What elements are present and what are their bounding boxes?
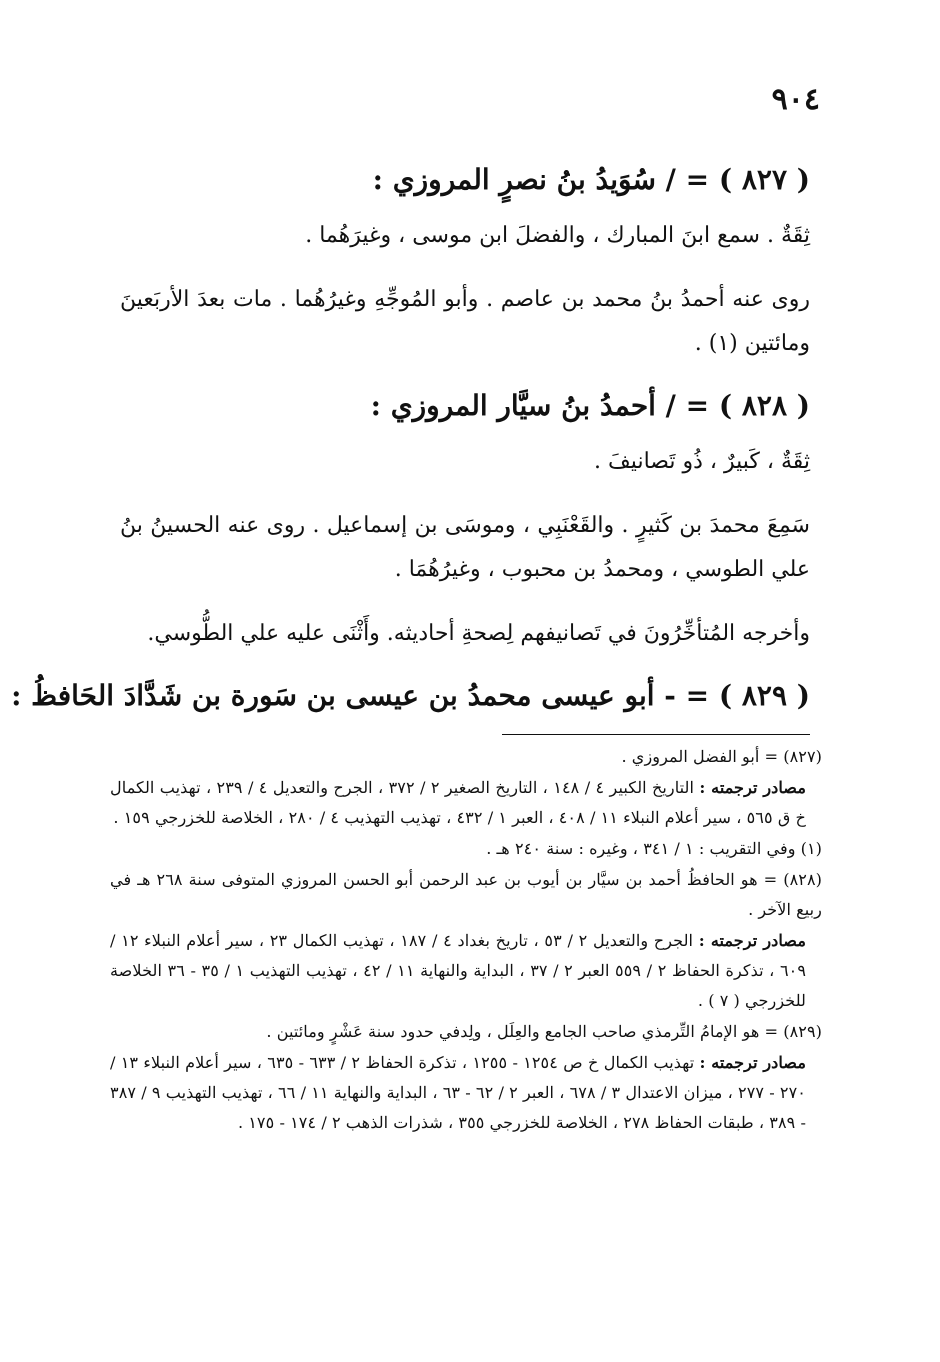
footnote: (١) وفي التقريب : ١ / ٣٤١ ، وغيره : سنة ٢٤٠ هـ . [486, 839, 822, 858]
footnote: (٨٢٨) = هو الحافظُ أحمد بن سيَّار بن أيوب بن عبد الرحمن أبو الحسن المروزي المتوفى سنة ٢٦٨ هـ في ربيع الآخر . [110, 870, 822, 919]
main-text [11, 160, 810, 730]
page-number: ٩٠٤ [771, 82, 820, 117]
entry-heading: ( ٨٢٩ ) = - أبو عيسى محمدُ بن عيسى بن سَورة بن شَدَّادَ الحَافظُ : [11, 679, 810, 712]
entry-829 [11, 676, 810, 716]
entry-828 [120, 386, 810, 656]
footnote: (٨٢٧) = أبو الفضل المروزي . [621, 747, 822, 766]
entry-paragraph: ثِقَةٌ ، كَبيرٌ ، ذُو تَصانيفَ . [594, 449, 810, 474]
footnote-sources: مصادر ترجمته : التاريخ الكبير ٤ / ١٤٨ ، التاريخ الصغير ٢ / ٣٧٢ ، الجرح والتعديل ٤ / ٢٣٩ ، تهذيب الكمال خ ق ٥٦٥ ، سير أعلام النبلاء ١١ / ٤٠٨ ، العبر ١ / ٤٣٢ ، تهذيب التهذيب ٤ / ٢٨٠ ، الخلاصة للخزرجي ١٥٩ . [110, 778, 807, 827]
entry-paragraph: روى عنه أحمدُ بنُ محمد بن عاصم . وأبو المُوجِّهِ وغيرُهُما . مات بعدَ الأربَعينَ ومائتين (١) . [120, 287, 810, 356]
entry-paragraph: ثِقَةٌ . سمع ابنَ المبارك ، والفضلَ ابن موسى ، وغيرَهُما . [305, 223, 810, 248]
footnote-sources: مصادر ترجمته : تهذيب الكمال خ ص ١٢٥٤ - ١٢٥٥ ، تذكرة الحفاظ ٢ / ٦٣٣ - ٦٣٥ ، سير أعلام النبلاء ١٣ / ٢٧٠ - ٢٧٧ ، ميزان الاعتدال ٣ / ٦٧٨ ، العبر ٢ / ٦٢ - ٦٣ ، البداية والنهاية ١١ / ٦٦ ، تهذيب التهذيب ٩ / ٣٨٧ - ٣٨٩ ، طبقات الحفاظ ٢٧٨ ، الخلاصة للخزرجي ٣٥٥ ، شذرات الذهب ٢ / ١٧٤ - ١٧٥ . [110, 1053, 807, 1132]
entry-827 [120, 160, 810, 366]
entry-heading: ( ٨٢٧ ) = / سُوَيدُ بنُ نصرٍ المروزي : [372, 163, 810, 196]
footnote-divider [502, 734, 810, 735]
footnotes [110, 742, 822, 1139]
footnote: (٨٢٩) = هو الإمامُ التِّرمذي صاحب الجامع والعِلَل ، ولِدفي حدود سنة عَشْرٍ ومائتين . [266, 1022, 822, 1041]
entry-paragraph: سَمِعَ محمدَ بن كَثيرٍ . والقَعْنَبِي ، وموسَى بن إسماعيل . روى عنه الحسينُ بنُ علي الطوسي ، ومحمدُ بن محبوب ، وغيرُهُمَا . [120, 513, 810, 582]
footnote-sources: مصادر ترجمته : الجرح والتعديل ٢ / ٥٣ ، تاريخ بغداد ٤ / ١٨٧ ، تهذيب الكمال ٢٣ ، سير أعلام النبلاء ١٢ / ٦٠٩ ، تذكرة الحفاظ ٢ / ٥٥٩ العبر ٢ / ٣٧ ، البداية والنهاية ١١ / ٤٢ ، تهذيب التهذيب ١ / ٣٥ - ٣٦ الخلاصة للخزرجي ( ٧ ) . [110, 931, 807, 1010]
entry-heading: ( ٨٢٨ ) = / أحمدُ بنُ سيَّار المروزي : [370, 389, 810, 422]
entry-paragraph: وأخرجه المُتأخِّرُونَ في تَصانيفهم لِصحةِ أحاديثه. وأَثْنَى عليه علي الطُّوسي. [147, 621, 810, 646]
